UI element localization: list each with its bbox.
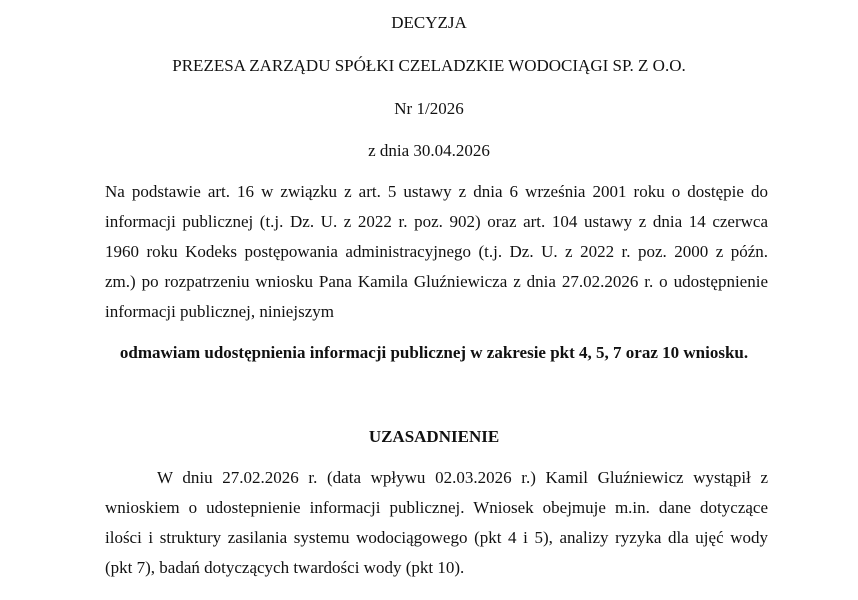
- document-number: Nr 1/2026: [394, 99, 464, 118]
- document-title: DECYZJA: [391, 13, 467, 32]
- legal-basis-paragraph: [105, 177, 768, 327]
- legal-basis-line: informacji publicznej, niniejszym: [105, 302, 334, 321]
- document-issuer: PREZESA ZARZĄDU SPÓŁKI CZELADZKIE WODOCIĄGI SP. Z O.O.: [172, 56, 686, 75]
- legal-basis-line: zm.) po rozpatrzeniu wniosku Pana Kamila Gluźniewicza z dnia 27.02.2026 r. o udostępnienie: [105, 272, 768, 291]
- legal-basis-line: 1960 roku Kodeks postępowania administracyjnego (t.j. Dz. U. z 2022 r. poz. 2000 z późn.: [105, 242, 768, 261]
- justification-line: (pkt 7), badań dotyczących twardości wody (pkt 10).: [105, 558, 465, 577]
- justification-line: W dniu 27.02.2026 r. (data wpływu 02.03.2026 r.) Kamil Gluźniewicz wystąpił z: [157, 468, 768, 487]
- document-date: z dnia 30.04.2026: [368, 141, 490, 160]
- legal-basis-line: Na podstawie art. 16 w związku z art. 5 ustawy z dnia 6 września 2001 roku o dostępie do: [105, 182, 768, 201]
- legal-basis-line: informacji publicznej (t.j. Dz. U. z 2022 r. poz. 902) oraz art. 104 ustawy z dnia 14 czerwca: [105, 212, 768, 231]
- justification-line: wnioskiem o udostepnienie informacji publicznej. Wniosek obejmuje m.in. dane dotyczące: [105, 498, 768, 517]
- justification-line: ilości i struktury zasilania systemu wodociągowego (pkt 4 i 5), analizy ryzyka dla ujęć wody: [105, 528, 768, 547]
- justification-paragraph: [105, 463, 768, 583]
- decision-statement: odmawiam udostępnienia informacji publicznej w zakresie pkt 4, 5, 7 oraz 10 wniosku.: [119, 343, 749, 362]
- justification-heading: UZASADNIENIE: [368, 427, 500, 446]
